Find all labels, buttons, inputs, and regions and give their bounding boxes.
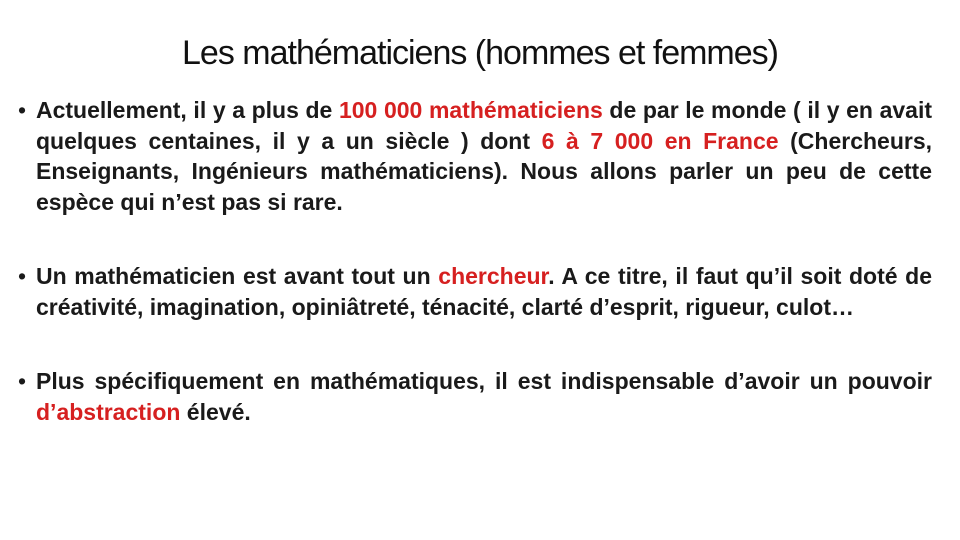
bullet-3-highlight-abstraction: d’abstraction <box>36 398 181 425</box>
bullet-item-2 <box>18 261 932 322</box>
bullet-2-text-2: . A ce titre, il faut qu’il soit doté de créativité, imagination, opiniâtreté, ténacité, clarté d’esprit, rigueur, culot… <box>36 263 933 320</box>
bullet-2-highlight-chercheur: chercheur <box>438 263 549 289</box>
bullet-marker: • <box>18 97 27 123</box>
bullet-3-text: Plus spécifiquement en mathématiques, il est indispensable d’avoir un pouvoir <box>36 368 932 394</box>
bullet-list <box>18 95 932 427</box>
bullet-1-text-2: de par le monde ( il y en avait quelques centaines, il y a un siècle ) dont <box>36 97 932 154</box>
bullet-2-text: Un mathématicien est avant tout un <box>36 263 439 289</box>
bullet-3-text-2: élevé. <box>180 398 251 425</box>
bullet-marker: • <box>18 263 27 289</box>
bullet-item-3 <box>18 366 932 427</box>
bullet-1-text-3: (Chercheurs, Enseignants, Ingénieurs mathématiciens). Nous allons parler un peu de cette espèce qui n’est pas si rare. <box>36 127 933 215</box>
slide-title: Les mathématiciens (hommes et femmes) <box>182 34 778 72</box>
bullet-1-text: Actuellement, il y a plus de <box>36 97 339 123</box>
bullet-item-1 <box>18 95 932 217</box>
bullet-1-highlight-count: 100 000 mathématiciens <box>338 97 603 123</box>
bullet-1-highlight-france: 6 à 7 000 en France <box>541 127 779 154</box>
bullet-marker: • <box>18 368 27 394</box>
